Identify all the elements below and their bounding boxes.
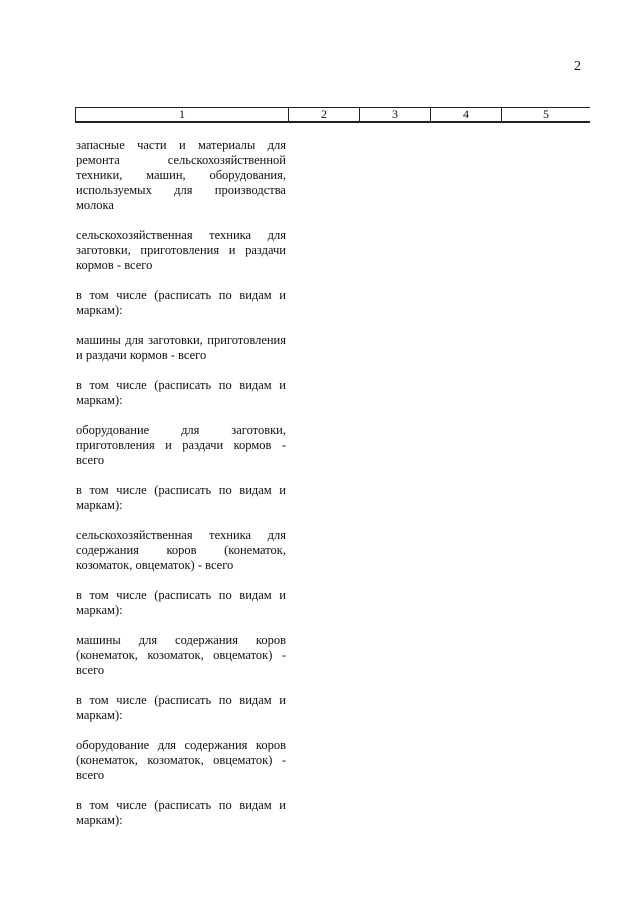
column-header-5: 5 xyxy=(502,108,591,123)
row-label: в том числе (расписать по видам и маркам): xyxy=(76,483,286,512)
row-label: сельскохозяйственная техника для содержания коров (конематок, козоматок, овцематок) - всего xyxy=(76,528,286,572)
column-header-3: 3 xyxy=(360,108,431,123)
row-label: машины для заготовки, приготовления и раздачи кормов - всего xyxy=(76,333,286,362)
column-header-table xyxy=(75,107,590,123)
row-label: сельскохозяйственная техника для заготовки, приготовления и раздачи кормов - всего xyxy=(76,228,286,272)
row-label: в том числе (расписать по видам и маркам): xyxy=(76,588,286,617)
column-header-4: 4 xyxy=(431,108,502,123)
row-label: в том числе (расписать по видам и маркам): xyxy=(76,693,286,722)
row-label: машины для содержания коров (конематок, козоматок, овцематок) - всего xyxy=(76,633,286,677)
row-label: оборудование для содержания коров (конематок, козоматок, овцематок) - всего xyxy=(76,738,286,782)
row-label: запасные части и материалы для ремонта сельскохозяйственной техники, машин, оборудования, используемых для производства молока xyxy=(76,138,286,212)
page-number: 2 xyxy=(574,59,581,74)
column-header-2: 2 xyxy=(289,108,360,123)
row-label: в том числе (расписать по видам и маркам): xyxy=(76,378,286,407)
row-label: в том числе (расписать по видам и маркам): xyxy=(76,798,286,827)
row-label: в том числе (расписать по видам и маркам): xyxy=(76,288,286,317)
row-label: оборудование для заготовки, приготовления и раздачи кормов - всего xyxy=(76,423,286,467)
column-header-row xyxy=(76,108,591,123)
row-labels-column xyxy=(76,138,286,828)
column-header-1: 1 xyxy=(76,108,289,123)
